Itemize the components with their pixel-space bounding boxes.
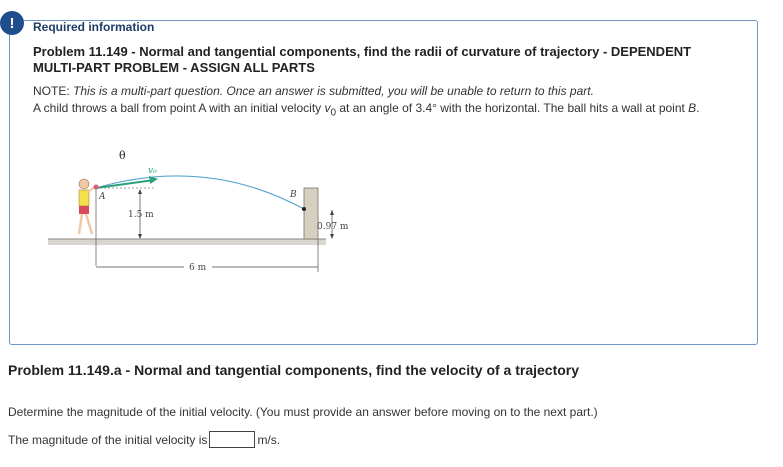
note-label: NOTE:	[33, 84, 70, 98]
velocity-subscript: 0	[330, 107, 337, 119]
alert-icon: !	[0, 11, 24, 35]
description-text: at an angle of 3.4° with the horizontal. The ball hits a wall at point	[336, 101, 689, 115]
velocity-symbol: v	[324, 101, 331, 115]
wall	[304, 188, 318, 239]
trajectory-curve	[96, 176, 304, 209]
child-shorts	[79, 206, 89, 214]
velocity-answer-input[interactable]	[209, 431, 255, 448]
point-a-label: A	[99, 192, 106, 202]
child-leg	[79, 214, 82, 234]
wall-height-arrow-top	[330, 210, 334, 215]
point-a-ref: A	[198, 101, 206, 115]
point-b-label: B	[290, 190, 297, 200]
required-information-heading: Required information	[33, 20, 155, 34]
height-arrow-top	[138, 189, 142, 194]
point-b-ref: B	[688, 101, 697, 115]
child-shirt	[79, 190, 89, 206]
description-text: .	[696, 101, 700, 115]
note-text: This is a multi-part question. Once an answer is submitted, you will be unable to return to this part.	[73, 84, 594, 98]
wall-height-arrow-bottom	[330, 234, 334, 239]
part-title: Problem 11.149.a - Normal and tangential components, find the velocity of a trajectory	[8, 362, 580, 378]
ground	[48, 239, 326, 245]
theta-label: θ	[119, 149, 126, 162]
note	[33, 84, 594, 98]
description-text: A child throws a ball from point	[33, 101, 199, 115]
v0-label: v₀	[148, 166, 157, 176]
part-instruction: Determine the magnitude of the initial velocity. (You must provide an answer before moving on to the next part.)	[8, 405, 598, 419]
point-b-marker	[302, 207, 306, 211]
height-arrow-bottom	[138, 234, 142, 239]
problem-figure	[36, 126, 349, 284]
child-head	[79, 179, 89, 189]
child-leg	[86, 214, 92, 234]
height-label: 1.5 m	[128, 210, 154, 220]
answer-unit: m/s.	[257, 432, 281, 447]
problem-description	[33, 100, 733, 121]
answer-prefix: The magnitude of the initial velocity is	[8, 432, 208, 447]
problem-title: Problem 11.149 - Normal and tangential components, find the radii of curvature of trajectory - DEPENDENT MULTI-PART PROBLEM - ASSIGN ALL PARTS	[33, 44, 692, 75]
answer-row	[8, 431, 280, 448]
description-text: with an initial velocity	[205, 101, 325, 115]
distance-label: 6 m	[189, 263, 207, 273]
wall-height-label: 0.97 m	[317, 222, 349, 232]
